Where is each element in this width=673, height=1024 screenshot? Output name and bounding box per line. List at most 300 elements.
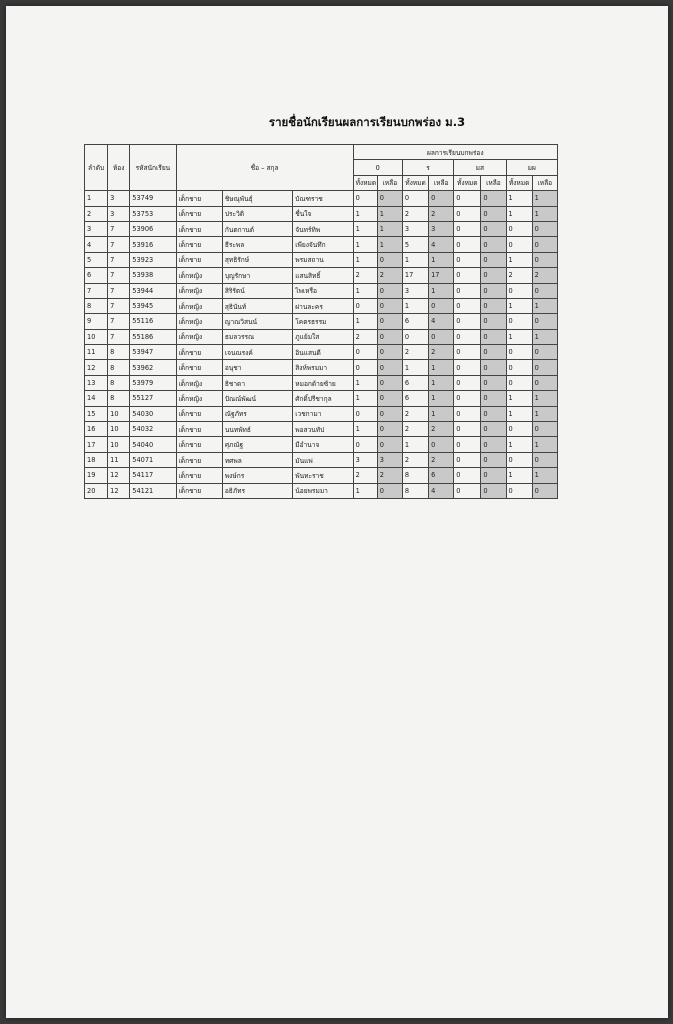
cell-remaining: 0 — [481, 237, 506, 252]
cell-total: 2 — [402, 422, 428, 437]
cell-room: 10 — [108, 437, 130, 452]
cell-total: 8 — [402, 468, 428, 483]
cell-remaining: 0 — [377, 360, 402, 375]
cell-remaining: 1 — [377, 221, 402, 236]
cell-room: 7 — [108, 283, 130, 298]
cell-remaining: 0 — [481, 483, 506, 498]
cell-remaining: 0 — [481, 375, 506, 390]
cell-student-id: 53906 — [130, 221, 176, 236]
cell-last-name: ผ่านละคร — [293, 298, 353, 313]
cell-remaining: 3 — [377, 452, 402, 467]
cell-first-name: ญาณวิสนน์ — [222, 314, 292, 329]
cell-last-name: ชื่นใจ — [293, 206, 353, 221]
cell-last-name: พรมสถาน — [293, 252, 353, 267]
cell-remaining: 1 — [429, 406, 454, 421]
cell-total: 0 — [506, 345, 532, 360]
cell-last-name: เวชกามา — [293, 406, 353, 421]
cell-total: 1 — [506, 329, 532, 344]
cell-total: 1 — [353, 391, 377, 406]
cell-first-name: ประวิติ — [222, 206, 292, 221]
cell-no: 16 — [85, 422, 108, 437]
cell-no: 10 — [85, 329, 108, 344]
cell-prefix: เด็กชาย — [176, 468, 222, 483]
cell-remaining: 0 — [429, 298, 454, 313]
table-row — [85, 360, 558, 375]
cell-last-name: สิงห์พรมมา — [293, 360, 353, 375]
cell-no: 4 — [85, 237, 108, 252]
cell-remaining: 0 — [532, 483, 557, 498]
cell-total: 0 — [454, 221, 481, 236]
cell-total: 0 — [353, 298, 377, 313]
cell-prefix: เด็กหญิง — [176, 268, 222, 283]
cell-total: 0 — [454, 422, 481, 437]
cell-student-id: 54121 — [130, 483, 176, 498]
cell-total: 0 — [506, 422, 532, 437]
table-row — [85, 314, 558, 329]
cell-remaining: 0 — [377, 191, 402, 206]
cell-no: 6 — [85, 268, 108, 283]
cell-remaining: 4 — [429, 483, 454, 498]
cell-student-id: 53945 — [130, 298, 176, 313]
cell-room: 10 — [108, 406, 130, 421]
cell-room: 12 — [108, 468, 130, 483]
cell-last-name: พอสวนทัป — [293, 422, 353, 437]
cell-first-name: พงษ์กร — [222, 468, 292, 483]
cell-prefix: เด็กหญิง — [176, 375, 222, 390]
cell-total: 1 — [353, 283, 377, 298]
cell-remaining: 0 — [429, 329, 454, 344]
header-no: ลำดับ — [85, 145, 108, 191]
cell-total: 1 — [506, 391, 532, 406]
cell-remaining: 1 — [429, 375, 454, 390]
table-row — [85, 468, 558, 483]
cell-last-name: เพียงจันทึก — [293, 237, 353, 252]
cell-prefix: เด็กชาย — [176, 406, 222, 421]
cell-remaining: 1 — [429, 360, 454, 375]
cell-prefix: เด็กชาย — [176, 422, 222, 437]
header-remaining: เหลือ — [481, 175, 506, 190]
cell-total: 6 — [402, 391, 428, 406]
cell-total: 0 — [454, 483, 481, 498]
cell-remaining: 1 — [532, 468, 557, 483]
header-group-ms: มส — [454, 160, 506, 175]
cell-total: 0 — [454, 406, 481, 421]
cell-remaining: 4 — [429, 237, 454, 252]
table-row — [85, 206, 558, 221]
cell-remaining: 0 — [429, 437, 454, 452]
cell-remaining: 0 — [532, 314, 557, 329]
cell-room: 12 — [108, 483, 130, 498]
cell-remaining: 2 — [532, 268, 557, 283]
cell-prefix: เด็กหญิง — [176, 298, 222, 313]
cell-total: 1 — [353, 483, 377, 498]
table-row — [85, 237, 558, 252]
cell-first-name: สุธินันท์ — [222, 298, 292, 313]
cell-first-name: ธมลวรรณ — [222, 329, 292, 344]
cell-remaining: 0 — [377, 406, 402, 421]
cell-total: 0 — [353, 345, 377, 360]
cell-no: 15 — [85, 406, 108, 421]
cell-total: 1 — [506, 437, 532, 452]
table-row — [85, 345, 558, 360]
cell-total: 5 — [402, 237, 428, 252]
cell-student-id: 53749 — [130, 191, 176, 206]
cell-total: 0 — [454, 252, 481, 267]
cell-remaining: 0 — [481, 329, 506, 344]
cell-total: 8 — [402, 483, 428, 498]
cell-student-id: 53923 — [130, 252, 176, 267]
cell-remaining: 0 — [481, 360, 506, 375]
table-row — [85, 483, 558, 498]
cell-remaining: 1 — [532, 191, 557, 206]
cell-first-name: นนทพัทธ์ — [222, 422, 292, 437]
cell-no: 2 — [85, 206, 108, 221]
cell-student-id: 54117 — [130, 468, 176, 483]
cell-remaining: 0 — [481, 468, 506, 483]
cell-student-id: 54040 — [130, 437, 176, 452]
cell-remaining: 1 — [429, 283, 454, 298]
cell-total: 0 — [454, 237, 481, 252]
cell-remaining: 1 — [532, 329, 557, 344]
cell-remaining: 2 — [429, 422, 454, 437]
cell-remaining: 0 — [377, 329, 402, 344]
cell-no: 7 — [85, 283, 108, 298]
cell-total: 2 — [506, 268, 532, 283]
cell-total: 6 — [402, 314, 428, 329]
cell-no: 9 — [85, 314, 108, 329]
cell-remaining: 0 — [481, 345, 506, 360]
header-group-0: 0 — [353, 160, 402, 175]
cell-remaining: 1 — [532, 437, 557, 452]
cell-remaining: 0 — [481, 314, 506, 329]
cell-total: 2 — [402, 406, 428, 421]
table-row — [85, 422, 558, 437]
cell-first-name: สุทธิรักษ์ — [222, 252, 292, 267]
cell-remaining: 0 — [481, 422, 506, 437]
cell-no: 3 — [85, 221, 108, 236]
cell-student-id: 53753 — [130, 206, 176, 221]
cell-remaining: 2 — [377, 468, 402, 483]
cell-total: 1 — [506, 298, 532, 313]
cell-room: 3 — [108, 206, 130, 221]
cell-student-id: 53916 — [130, 237, 176, 252]
cell-last-name: หมอกด้ายซ้าย — [293, 375, 353, 390]
cell-total: 0 — [454, 268, 481, 283]
cell-remaining: 0 — [377, 422, 402, 437]
cell-remaining: 1 — [377, 237, 402, 252]
student-table — [84, 144, 558, 499]
cell-no: 13 — [85, 375, 108, 390]
cell-first-name: ธีระพล — [222, 237, 292, 252]
cell-remaining: 2 — [429, 206, 454, 221]
cell-no: 18 — [85, 452, 108, 467]
cell-first-name: เจนณรงค์ — [222, 345, 292, 360]
header-total: ทั้งหมด — [402, 175, 428, 190]
cell-total: 0 — [353, 360, 377, 375]
cell-remaining: 4 — [429, 314, 454, 329]
cell-total: 1 — [506, 206, 532, 221]
cell-student-id: 53938 — [130, 268, 176, 283]
cell-room: 7 — [108, 314, 130, 329]
cell-total: 0 — [353, 406, 377, 421]
cell-remaining: 0 — [377, 437, 402, 452]
cell-total: 2 — [353, 268, 377, 283]
table-row — [85, 391, 558, 406]
cell-total: 0 — [454, 360, 481, 375]
cell-total: 1 — [353, 252, 377, 267]
cell-remaining: 1 — [532, 406, 557, 421]
cell-remaining: 0 — [377, 283, 402, 298]
cell-prefix: เด็กชาย — [176, 452, 222, 467]
cell-total: 0 — [506, 483, 532, 498]
cell-total: 3 — [402, 283, 428, 298]
cell-remaining: 0 — [377, 298, 402, 313]
cell-total: 1 — [353, 237, 377, 252]
cell-room: 7 — [108, 237, 130, 252]
cell-remaining: 1 — [532, 298, 557, 313]
table-row — [85, 221, 558, 236]
cell-total: 1 — [506, 406, 532, 421]
cell-last-name: น้อยพรมมา — [293, 483, 353, 498]
cell-total: 0 — [506, 375, 532, 390]
cell-total: 6 — [402, 375, 428, 390]
cell-total: 2 — [402, 345, 428, 360]
cell-student-id: 55127 — [130, 391, 176, 406]
cell-room: 8 — [108, 391, 130, 406]
cell-total: 0 — [402, 329, 428, 344]
cell-total: 2 — [353, 329, 377, 344]
cell-room: 7 — [108, 268, 130, 283]
cell-total: 1 — [506, 252, 532, 267]
cell-total: 1 — [402, 298, 428, 313]
cell-prefix: เด็กชาย — [176, 345, 222, 360]
cell-remaining: 0 — [481, 452, 506, 467]
cell-remaining: 2 — [429, 452, 454, 467]
cell-no: 1 — [85, 191, 108, 206]
cell-total: 0 — [454, 391, 481, 406]
cell-room: 8 — [108, 375, 130, 390]
table-body — [85, 191, 558, 499]
cell-total: 1 — [353, 375, 377, 390]
cell-room: 8 — [108, 360, 130, 375]
cell-prefix: เด็กหญิง — [176, 283, 222, 298]
cell-remaining: 0 — [377, 252, 402, 267]
cell-total: 1 — [506, 191, 532, 206]
cell-prefix: เด็กชาย — [176, 483, 222, 498]
cell-first-name: ชิษณุพันธุ์ — [222, 191, 292, 206]
cell-total: 0 — [506, 283, 532, 298]
cell-total: 3 — [402, 221, 428, 236]
cell-total: 2 — [402, 206, 428, 221]
cell-total: 0 — [402, 191, 428, 206]
cell-prefix: เด็กชาย — [176, 360, 222, 375]
cell-total: 1 — [402, 360, 428, 375]
header-remaining: เหลือ — [429, 175, 454, 190]
cell-remaining: 0 — [481, 391, 506, 406]
cell-remaining: 0 — [377, 483, 402, 498]
cell-no: 12 — [85, 360, 108, 375]
cell-remaining: 0 — [481, 206, 506, 221]
cell-total: 1 — [402, 252, 428, 267]
cell-total: 0 — [454, 191, 481, 206]
cell-first-name: อธิภัทร — [222, 483, 292, 498]
cell-remaining: 1 — [532, 391, 557, 406]
header-total: ทั้งหมด — [353, 175, 377, 190]
cell-total: 0 — [454, 329, 481, 344]
cell-prefix: เด็กหญิง — [176, 314, 222, 329]
cell-total: 0 — [506, 237, 532, 252]
cell-total: 0 — [353, 191, 377, 206]
cell-total: 1 — [506, 468, 532, 483]
cell-remaining: 0 — [481, 252, 506, 267]
cell-total: 1 — [353, 314, 377, 329]
cell-total: 0 — [506, 360, 532, 375]
header-results: ผลการเรียนบกพร่อง — [353, 145, 557, 160]
cell-remaining: 1 — [429, 391, 454, 406]
cell-remaining: 0 — [377, 345, 402, 360]
cell-prefix: เด็กหญิง — [176, 391, 222, 406]
cell-no: 8 — [85, 298, 108, 313]
table-row — [85, 406, 558, 421]
cell-remaining: 1 — [532, 206, 557, 221]
cell-room: 7 — [108, 298, 130, 313]
cell-last-name: บัณฑราช — [293, 191, 353, 206]
cell-room: 8 — [108, 345, 130, 360]
cell-remaining: 3 — [429, 221, 454, 236]
paper-sheet — [6, 6, 668, 1018]
table-row — [85, 252, 558, 267]
cell-remaining: 0 — [377, 391, 402, 406]
cell-remaining: 6 — [429, 468, 454, 483]
cell-student-id: 54032 — [130, 422, 176, 437]
cell-first-name: ปัณณ์พัฒน์ — [222, 391, 292, 406]
cell-last-name: ภูแย้มใส — [293, 329, 353, 344]
cell-student-id: 55116 — [130, 314, 176, 329]
cell-first-name: ศุภณัฐ — [222, 437, 292, 452]
cell-first-name: กันตกานต์ — [222, 221, 292, 236]
cell-total: 3 — [353, 452, 377, 467]
cell-student-id: 55186 — [130, 329, 176, 344]
cell-remaining: 0 — [481, 437, 506, 452]
cell-remaining: 0 — [481, 268, 506, 283]
cell-prefix: เด็กชาย — [176, 221, 222, 236]
header-remaining: เหลือ — [532, 175, 557, 190]
cell-first-name: ณัฐภัทร — [222, 406, 292, 421]
cell-room: 3 — [108, 191, 130, 206]
cell-last-name: โคตรธรรม — [293, 314, 353, 329]
cell-total: 0 — [454, 206, 481, 221]
cell-room: 7 — [108, 329, 130, 344]
cell-first-name: ธิชาดา — [222, 375, 292, 390]
cell-prefix: เด็กชาย — [176, 237, 222, 252]
header-group-r: ร — [402, 160, 453, 175]
cell-total: 0 — [454, 298, 481, 313]
cell-last-name: จันทร์ทิพ — [293, 221, 353, 236]
cell-no: 11 — [85, 345, 108, 360]
cell-total: 17 — [402, 268, 428, 283]
header-remaining: เหลือ — [377, 175, 402, 190]
cell-total: 0 — [506, 452, 532, 467]
cell-student-id: 53944 — [130, 283, 176, 298]
cell-last-name: มันแพ่ — [293, 452, 353, 467]
cell-total: 0 — [506, 221, 532, 236]
cell-total: 1 — [353, 206, 377, 221]
header-total: ทั้งหมด — [454, 175, 481, 190]
cell-no: 5 — [85, 252, 108, 267]
cell-remaining: 0 — [429, 191, 454, 206]
cell-last-name: ศักดิ์ปรีชากุล — [293, 391, 353, 406]
cell-prefix: เด็กชาย — [176, 437, 222, 452]
cell-remaining: 0 — [481, 298, 506, 313]
cell-remaining: 0 — [532, 221, 557, 236]
cell-remaining: 0 — [481, 191, 506, 206]
header-student-id: รหัสนักเรียน — [130, 145, 176, 191]
cell-total: 0 — [454, 345, 481, 360]
cell-student-id: 53962 — [130, 360, 176, 375]
cell-total: 0 — [353, 437, 377, 452]
page-title: รายชื่อนักเรียนผลการเรียนบกพร่อง ม.3 — [268, 115, 466, 129]
header-total: ทั้งหมด — [506, 175, 532, 190]
cell-first-name: สิริรัตน์ — [222, 283, 292, 298]
cell-last-name: แสนสิทธิ์ — [293, 268, 353, 283]
table-row — [85, 329, 558, 344]
cell-remaining: 0 — [532, 360, 557, 375]
cell-remaining: 1 — [377, 206, 402, 221]
cell-last-name: มีอำนาจ — [293, 437, 353, 452]
table-row — [85, 437, 558, 452]
cell-total: 2 — [402, 452, 428, 467]
cell-total: 0 — [454, 452, 481, 467]
table-row — [85, 191, 558, 206]
cell-room: 10 — [108, 422, 130, 437]
cell-total: 1 — [353, 422, 377, 437]
cell-no: 14 — [85, 391, 108, 406]
cell-remaining: 0 — [481, 221, 506, 236]
cell-room: 11 — [108, 452, 130, 467]
table-row — [85, 375, 558, 390]
cell-room: 7 — [108, 221, 130, 236]
table-row — [85, 298, 558, 313]
cell-prefix: เด็กหญิง — [176, 329, 222, 344]
cell-remaining: 0 — [532, 422, 557, 437]
cell-total: 1 — [402, 437, 428, 452]
cell-remaining: 0 — [532, 283, 557, 298]
cell-room: 7 — [108, 252, 130, 267]
cell-first-name: ทศพล — [222, 452, 292, 467]
table-row — [85, 268, 558, 283]
header-room: ห้อง — [108, 145, 130, 191]
cell-remaining: 2 — [377, 268, 402, 283]
cell-remaining: 0 — [532, 452, 557, 467]
cell-remaining: 0 — [481, 406, 506, 421]
cell-total: 2 — [353, 468, 377, 483]
cell-total: 0 — [454, 283, 481, 298]
cell-total: 0 — [454, 314, 481, 329]
cell-remaining: 17 — [429, 268, 454, 283]
cell-remaining: 2 — [429, 345, 454, 360]
cell-remaining: 0 — [532, 375, 557, 390]
cell-remaining: 0 — [532, 252, 557, 267]
table-row — [85, 283, 558, 298]
cell-total: 0 — [506, 314, 532, 329]
cell-last-name: พันทะราช — [293, 468, 353, 483]
header-group-mp: มผ — [506, 160, 557, 175]
cell-remaining: 0 — [377, 314, 402, 329]
cell-remaining: 0 — [377, 375, 402, 390]
cell-prefix: เด็กชาย — [176, 191, 222, 206]
cell-student-id: 53979 — [130, 375, 176, 390]
cell-student-id: 54030 — [130, 406, 176, 421]
